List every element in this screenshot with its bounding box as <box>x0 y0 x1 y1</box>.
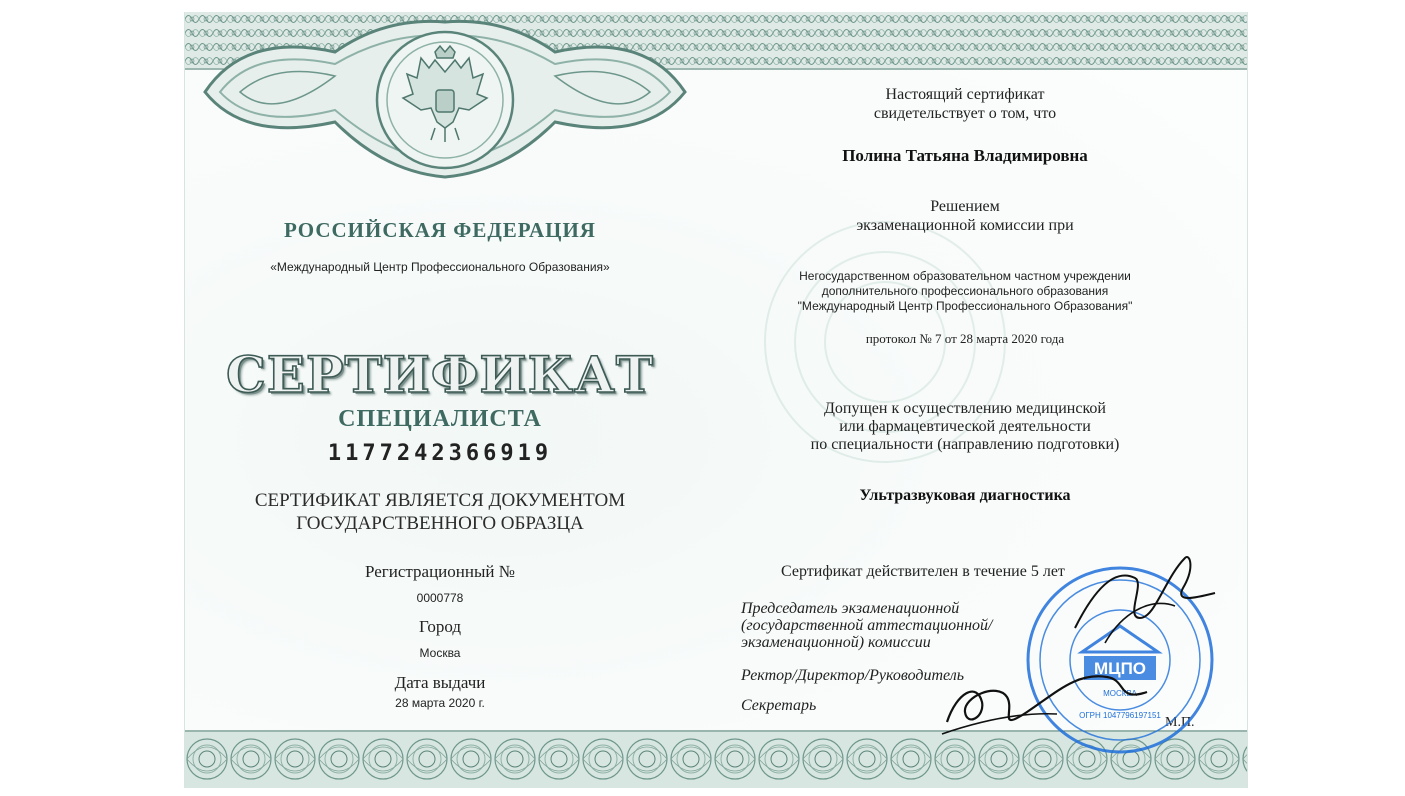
signature-chair <box>1065 548 1225 658</box>
stamp-ogrn-text: ОГРН 1047796197151 <box>1079 711 1161 720</box>
protocol-line: протокол № 7 от 28 марта 2020 года <box>865 331 1065 346</box>
seal-place-label: М.П. <box>1165 715 1195 730</box>
intro-line-1: Настоящий сертификат <box>885 86 1045 103</box>
admitted-line-3: по специальности (направлению подготовки) <box>810 436 1120 453</box>
chair-line-1: Председатель экзаменационной <box>741 600 960 617</box>
intro-line-2: свидетельствует о том, что <box>873 105 1057 122</box>
decision-line-1: Решением <box>930 198 1000 215</box>
institution-line-3: "Международный Центр Профессионального Образования" <box>797 299 1133 313</box>
stamp-center-text: МЦПО <box>1093 659 1147 678</box>
organization-name: «Международный Центр Профессионального Образования» <box>270 260 610 274</box>
admitted-line-2: или фармацевтической деятельности <box>839 418 1091 435</box>
stamp-city-text: МОСКВА <box>1103 689 1137 698</box>
specialty-name: Ультразвуковая диагностика <box>859 487 1071 504</box>
city-label: Город <box>419 617 461 636</box>
institution-line-2: дополнительного профессионального образования <box>821 284 1109 298</box>
certificate-subtitle: СПЕЦИАЛИСТА <box>338 406 542 432</box>
rector-line: Ректор/Директор/Руководитель <box>741 667 965 684</box>
signature-rector <box>937 652 1167 742</box>
secretary-line: Секретарь <box>741 697 817 714</box>
state-document-line-2: ГОСУДАРСТВЕННОГО ОБРАЗЦА <box>296 513 584 534</box>
certificate-number: 1177242366919 <box>327 441 553 466</box>
chair-line-2: (государственной аттестационной/ <box>741 617 993 634</box>
city-value: Москва <box>419 646 461 660</box>
holder-name: Полина Татьяна Владимировна <box>842 146 1088 165</box>
registration-value: 0000778 <box>416 591 464 605</box>
chair-line-3: экзаменационной) комиссии <box>741 634 931 651</box>
admitted-line-1: Допущен к осуществлению медицинской <box>824 400 1106 417</box>
emblem-cartouche <box>185 12 705 202</box>
decision-line-2: экзаменационной комиссии при <box>856 217 1074 234</box>
issue-date-label: Дата выдачи <box>394 673 486 692</box>
validity-line: Сертификат действителен в течение 5 лет <box>781 563 1065 580</box>
registration-label: Регистрационный № <box>365 562 515 581</box>
institution-line-1: Негосударственном образовательном частном учреждении <box>799 269 1131 283</box>
state-document-line-1: СЕРТИФИКАТ ЯВЛЯЕТСЯ ДОКУМЕНТОМ <box>254 490 626 511</box>
issue-date-value: 28 марта 2020 г. <box>395 696 485 710</box>
country-heading: РОССИЙСКАЯ ФЕДЕРАЦИЯ <box>284 218 596 242</box>
certificate-title: СЕРТИФИКАТ <box>225 345 655 404</box>
certificate-document <box>184 12 1248 788</box>
